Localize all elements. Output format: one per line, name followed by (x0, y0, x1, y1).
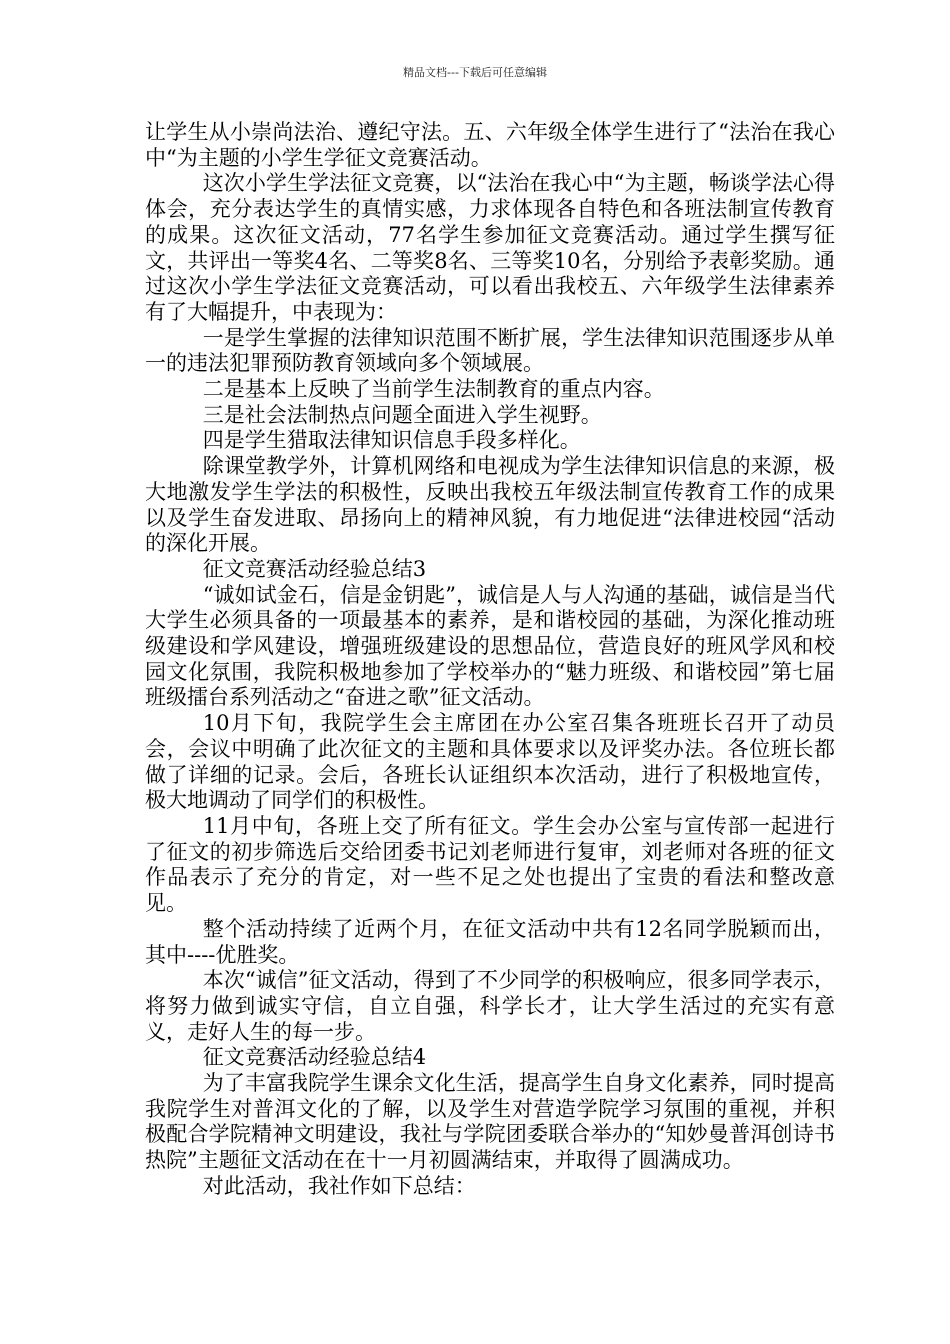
paragraph-16: 对此活动，我社作如下总结： (202, 1173, 476, 1198)
paragraph-9: “诚如试金石，信是金钥匙”，诚信是人与人沟通的基础，诚信是当代大学生必须具备的一项最基本的素养，是和谐校园的基础，为深化推动班级建设和学风建设，增强班级建设的思想品位，营造良好的班风学风和校园文化氛围，我院积极地参加了学校举办的“魅力班级、和谐校园”第七届班级擂台系列活动之“奋进之歌”征文活动。 (145, 582, 835, 710)
document-body (145, 120, 835, 1200)
paragraph-10: 10月下旬，我院学生会主席团在办公室召集各班班长召开了动员会，会议中明确了此次征文的主题和具体要求以及评奖办法。各位班长都做了详细的记录。会后，各班长认证组织本次活动，进行了积极地宣传，极大地调动了同学们的积极性。 (145, 711, 835, 813)
paragraph-15: 为了丰富我院学生课余文化生活，提高学生自身文化素养，同时提高我院学生对普洱文化的了解，以及学生对营造学院学习氛围的重视，并积极配合学院精神文明建设，我社与学院团委联合举办的“知妙曼普洱创诗书热院”主题征文活动在在十一月初圆满结束，并取得了圆满成功。 (145, 1071, 835, 1173)
paragraph-12: 整个活动持续了近两个月，在征文活动中共有12名同学脱颖而出，其中----优胜奖。 (145, 916, 835, 967)
paragraph-6: 四是学生猎取法律知识信息手段多样化。 (202, 428, 581, 453)
paragraph-2: 这次小学生学法征文竞赛，以“法治在我心中“为主题，畅谈学法心得体会，充分表达学生的真情实感，力求体现各自特色和各班法制宣传教育的成果。这次征文活动，77名学生参加征文竞赛活动。通过学生撰写征文，共评出一等奖4名、二等奖8名、三等奖10名，分别给予表彰奖励。通过这次小学生学法征文竞赛活动，可以看出我校五、六年级学生法律素养有了大幅提升，中表现为： (145, 171, 835, 324)
paragraph-11: 11月中旬，各班上交了所有征文。学生会办公室与宣传部一起进行了征文的初步筛选后交给团委书记刘老师进行复审，刘老师对各班的征文作品表示了充分的肯定，对一些不足之处也提出了宝贵的看法和整改意见。 (145, 813, 835, 916)
paragraph-13: 本次“诚信”征文活动，得到了不少同学的积极响应，很多同学表示，将努力做到诚实守信，自立自强，科学长才，让大学生活过的充实有意义，走好人生的每一步。 (145, 968, 835, 1044)
paragraph-7: 除课堂教学外，计算机网络和电视成为学生法律知识信息的来源，极大地激发学生学法的积极性，反映出我校五年级法制宣传教育工作的成果以及学生奋发进取、昂扬向上的精神风貌，有力地促进“法律进校园“活动的深化开展。 (145, 454, 835, 556)
paragraph-1: 让学生从小崇尚法治、遵纪守法。五、六年级全体学生进行了“法治在我心中“为主题的小学生学征文竞赛活动。 (145, 120, 835, 170)
paragraph-3: 一是学生掌握的法律知识范围不断扩展，学生法律知识范围逐步从单一的违法犯罪预防教育领域向多个领域展。 (145, 325, 835, 376)
page-header: 精品文档---下载后可任意编辑 (403, 66, 547, 79)
section-heading-3: 征文竞赛活动经验总结3 (202, 556, 427, 581)
section-heading-4: 征文竞赛活动经验总结4 (202, 1045, 427, 1070)
paragraph-4: 二是基本上反映了当前学生法制教育的重点内容。 (202, 377, 665, 402)
paragraph-5: 三是社会法制热点问题全面进入学生视野。 (202, 402, 602, 427)
